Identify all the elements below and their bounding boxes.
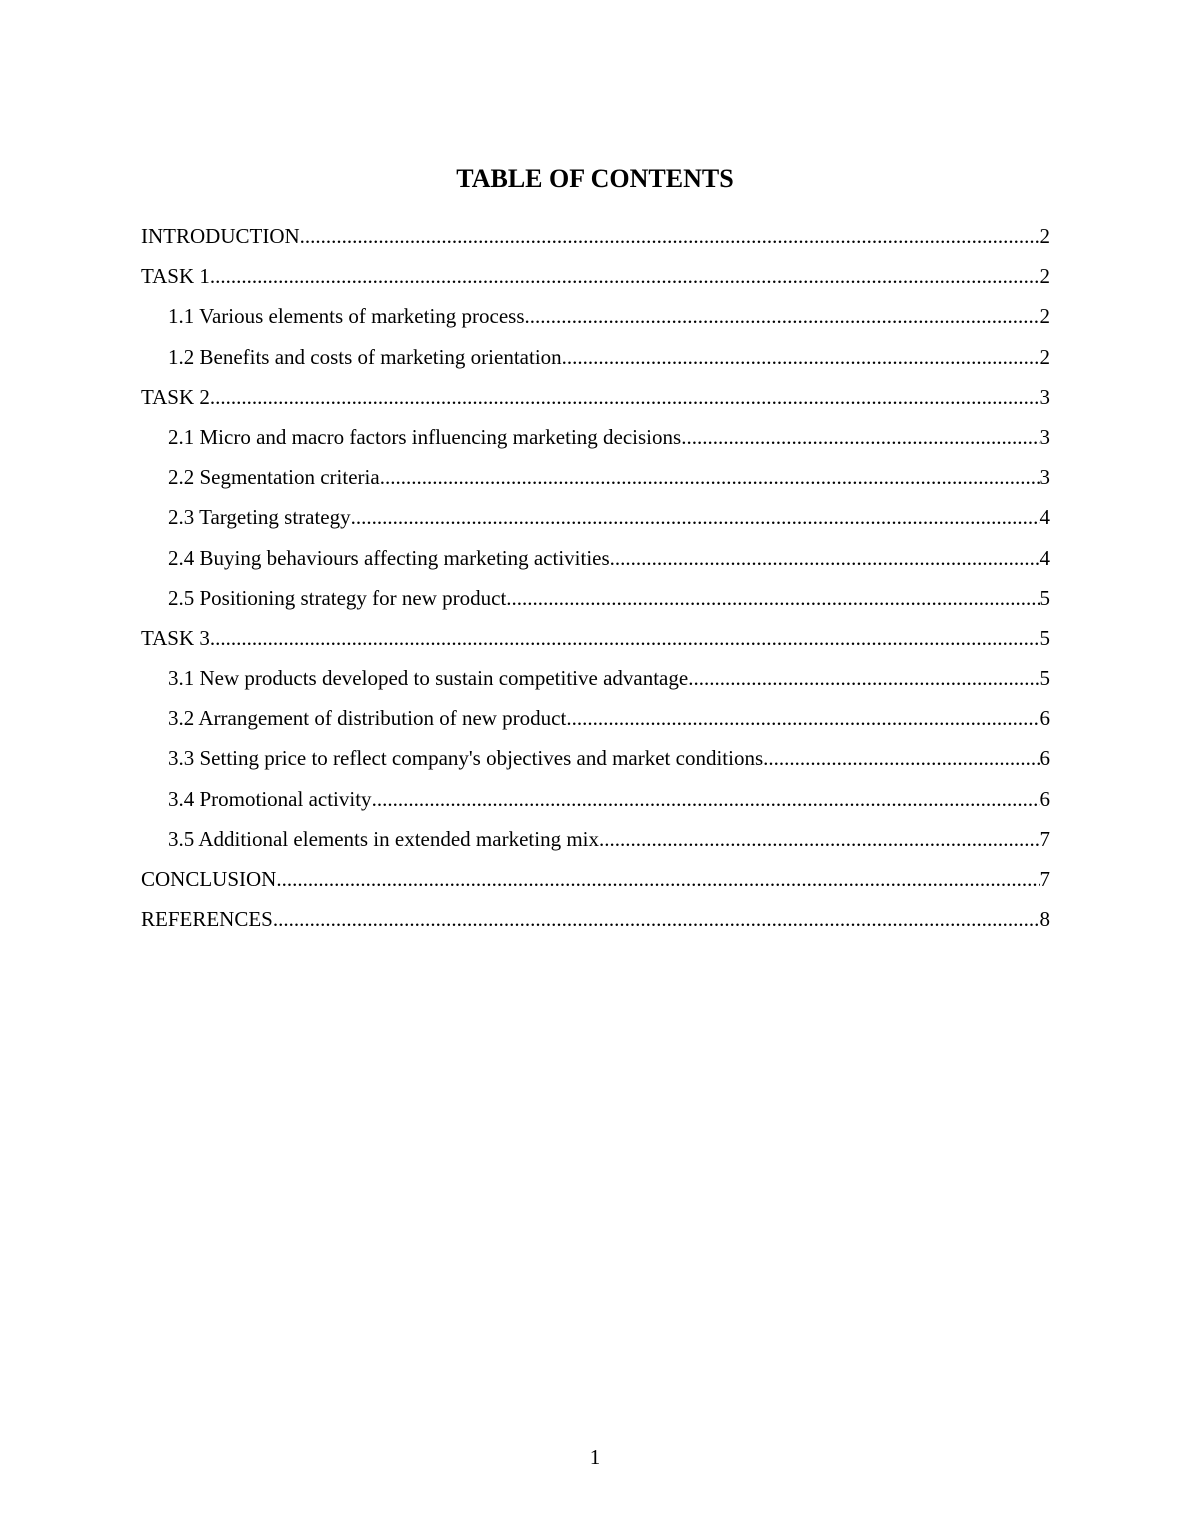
page-number: 1 [589, 1445, 601, 1469]
toc-entry-page: 4 [1039, 505, 1050, 530]
toc-entry-label: INTRODUCTION [141, 224, 300, 248]
dot-leader [562, 337, 1040, 377]
toc-entry-label: 3.2 Arrangement of distribution of new product [168, 706, 567, 731]
toc-entry[interactable] [141, 658, 1050, 698]
toc-entry-page: 5 [1039, 625, 1050, 650]
toc-entry-page: 6 [1039, 786, 1050, 811]
toc-entry[interactable] [141, 899, 1050, 939]
toc-entry-page: 2 [1039, 344, 1050, 369]
toc-entry-label: TASK 2 [141, 384, 210, 409]
toc-entry[interactable] [141, 216, 1050, 256]
toc-entry-label: 3.5 Additional elements in extended marketing mix [168, 826, 599, 851]
toc-entry[interactable] [141, 859, 1050, 899]
toc-entry-label: 2.1 Micro and macro factors influencing marketing decisions [168, 424, 682, 449]
dot-leader [525, 296, 1040, 336]
dot-leader [210, 256, 1040, 296]
toc-entry-label: 2.3 Targeting strategy [168, 505, 351, 530]
toc-entry[interactable] [141, 296, 1050, 336]
toc-entry-label: 2.5 Positioning strategy for new product [168, 585, 507, 610]
toc-entry-page: 7 [1039, 867, 1050, 891]
toc-entry[interactable] [141, 417, 1050, 457]
toc-entry-page: 8 [1039, 907, 1050, 932]
toc-entry-label: 1.1 Various elements of marketing process [168, 304, 525, 329]
toc-entry-label: 2.2 Segmentation criteria [168, 465, 380, 490]
toc-entry-label: 2.4 Buying behaviours affecting marketing activities [168, 545, 610, 570]
toc-entry-page: 6 [1039, 746, 1050, 771]
dot-leader [681, 417, 1039, 457]
toc-entry-page: 5 [1039, 585, 1050, 610]
toc-entry[interactable] [141, 538, 1050, 578]
toc-entry-page: 6 [1039, 706, 1050, 731]
dot-leader [276, 859, 1039, 899]
toc-entry-page: 3 [1039, 424, 1050, 449]
toc-entry-label: CONCLUSION [141, 867, 277, 891]
toc-entry-page: 3 [1039, 384, 1050, 409]
dot-leader [566, 698, 1039, 738]
toc-entry-page: 2 [1039, 224, 1050, 248]
toc-entry-page: 2 [1039, 304, 1050, 329]
toc-entry-page: 4 [1039, 545, 1050, 570]
toc-entry[interactable] [141, 337, 1050, 377]
toc-entry[interactable] [141, 618, 1050, 658]
toc-entry-page: 3 [1039, 465, 1050, 490]
toc-entry-label: TASK 3 [141, 625, 210, 650]
toc-entry[interactable] [141, 698, 1050, 738]
toc-entry[interactable] [141, 497, 1050, 537]
toc-entry-label: REFERENCES [141, 907, 273, 932]
toc-entry-label: 3.4 Promotional activity [168, 786, 372, 811]
toc-entry[interactable] [141, 779, 1050, 819]
toc-entry-label: 3.1 New products developed to sustain competitive advantage [168, 666, 689, 691]
toc-entry[interactable] [141, 578, 1050, 618]
toc-entry-page: 7 [1039, 826, 1050, 851]
toc-entry[interactable] [141, 377, 1050, 417]
dot-leader [688, 658, 1039, 698]
dot-leader [300, 216, 1040, 256]
toc-entry[interactable] [141, 738, 1050, 778]
dot-leader [372, 779, 1040, 819]
dot-leader [599, 819, 1040, 859]
dot-leader [210, 377, 1040, 417]
toc-list [141, 216, 1050, 939]
dot-leader [380, 457, 1040, 497]
dot-leader [763, 738, 1039, 778]
toc-entry[interactable] [141, 457, 1050, 497]
toc-entry-label: 3.3 Setting price to reflect company's objectives and market conditions [168, 746, 764, 771]
toc-entry-label: TASK 1 [141, 264, 210, 289]
toc-entry[interactable] [141, 256, 1050, 296]
toc-title: TABLE OF CONTENTS [456, 164, 734, 193]
toc-entry-label: 1.2 Benefits and costs of marketing orientation [168, 344, 562, 369]
toc-entry-page: 5 [1039, 666, 1050, 691]
dot-leader [506, 578, 1039, 618]
toc-entry[interactable] [141, 819, 1050, 859]
dot-leader [210, 618, 1040, 658]
dot-leader [351, 497, 1040, 537]
toc-entry-page: 2 [1039, 264, 1050, 289]
dot-leader [273, 899, 1040, 939]
dot-leader [610, 538, 1040, 578]
